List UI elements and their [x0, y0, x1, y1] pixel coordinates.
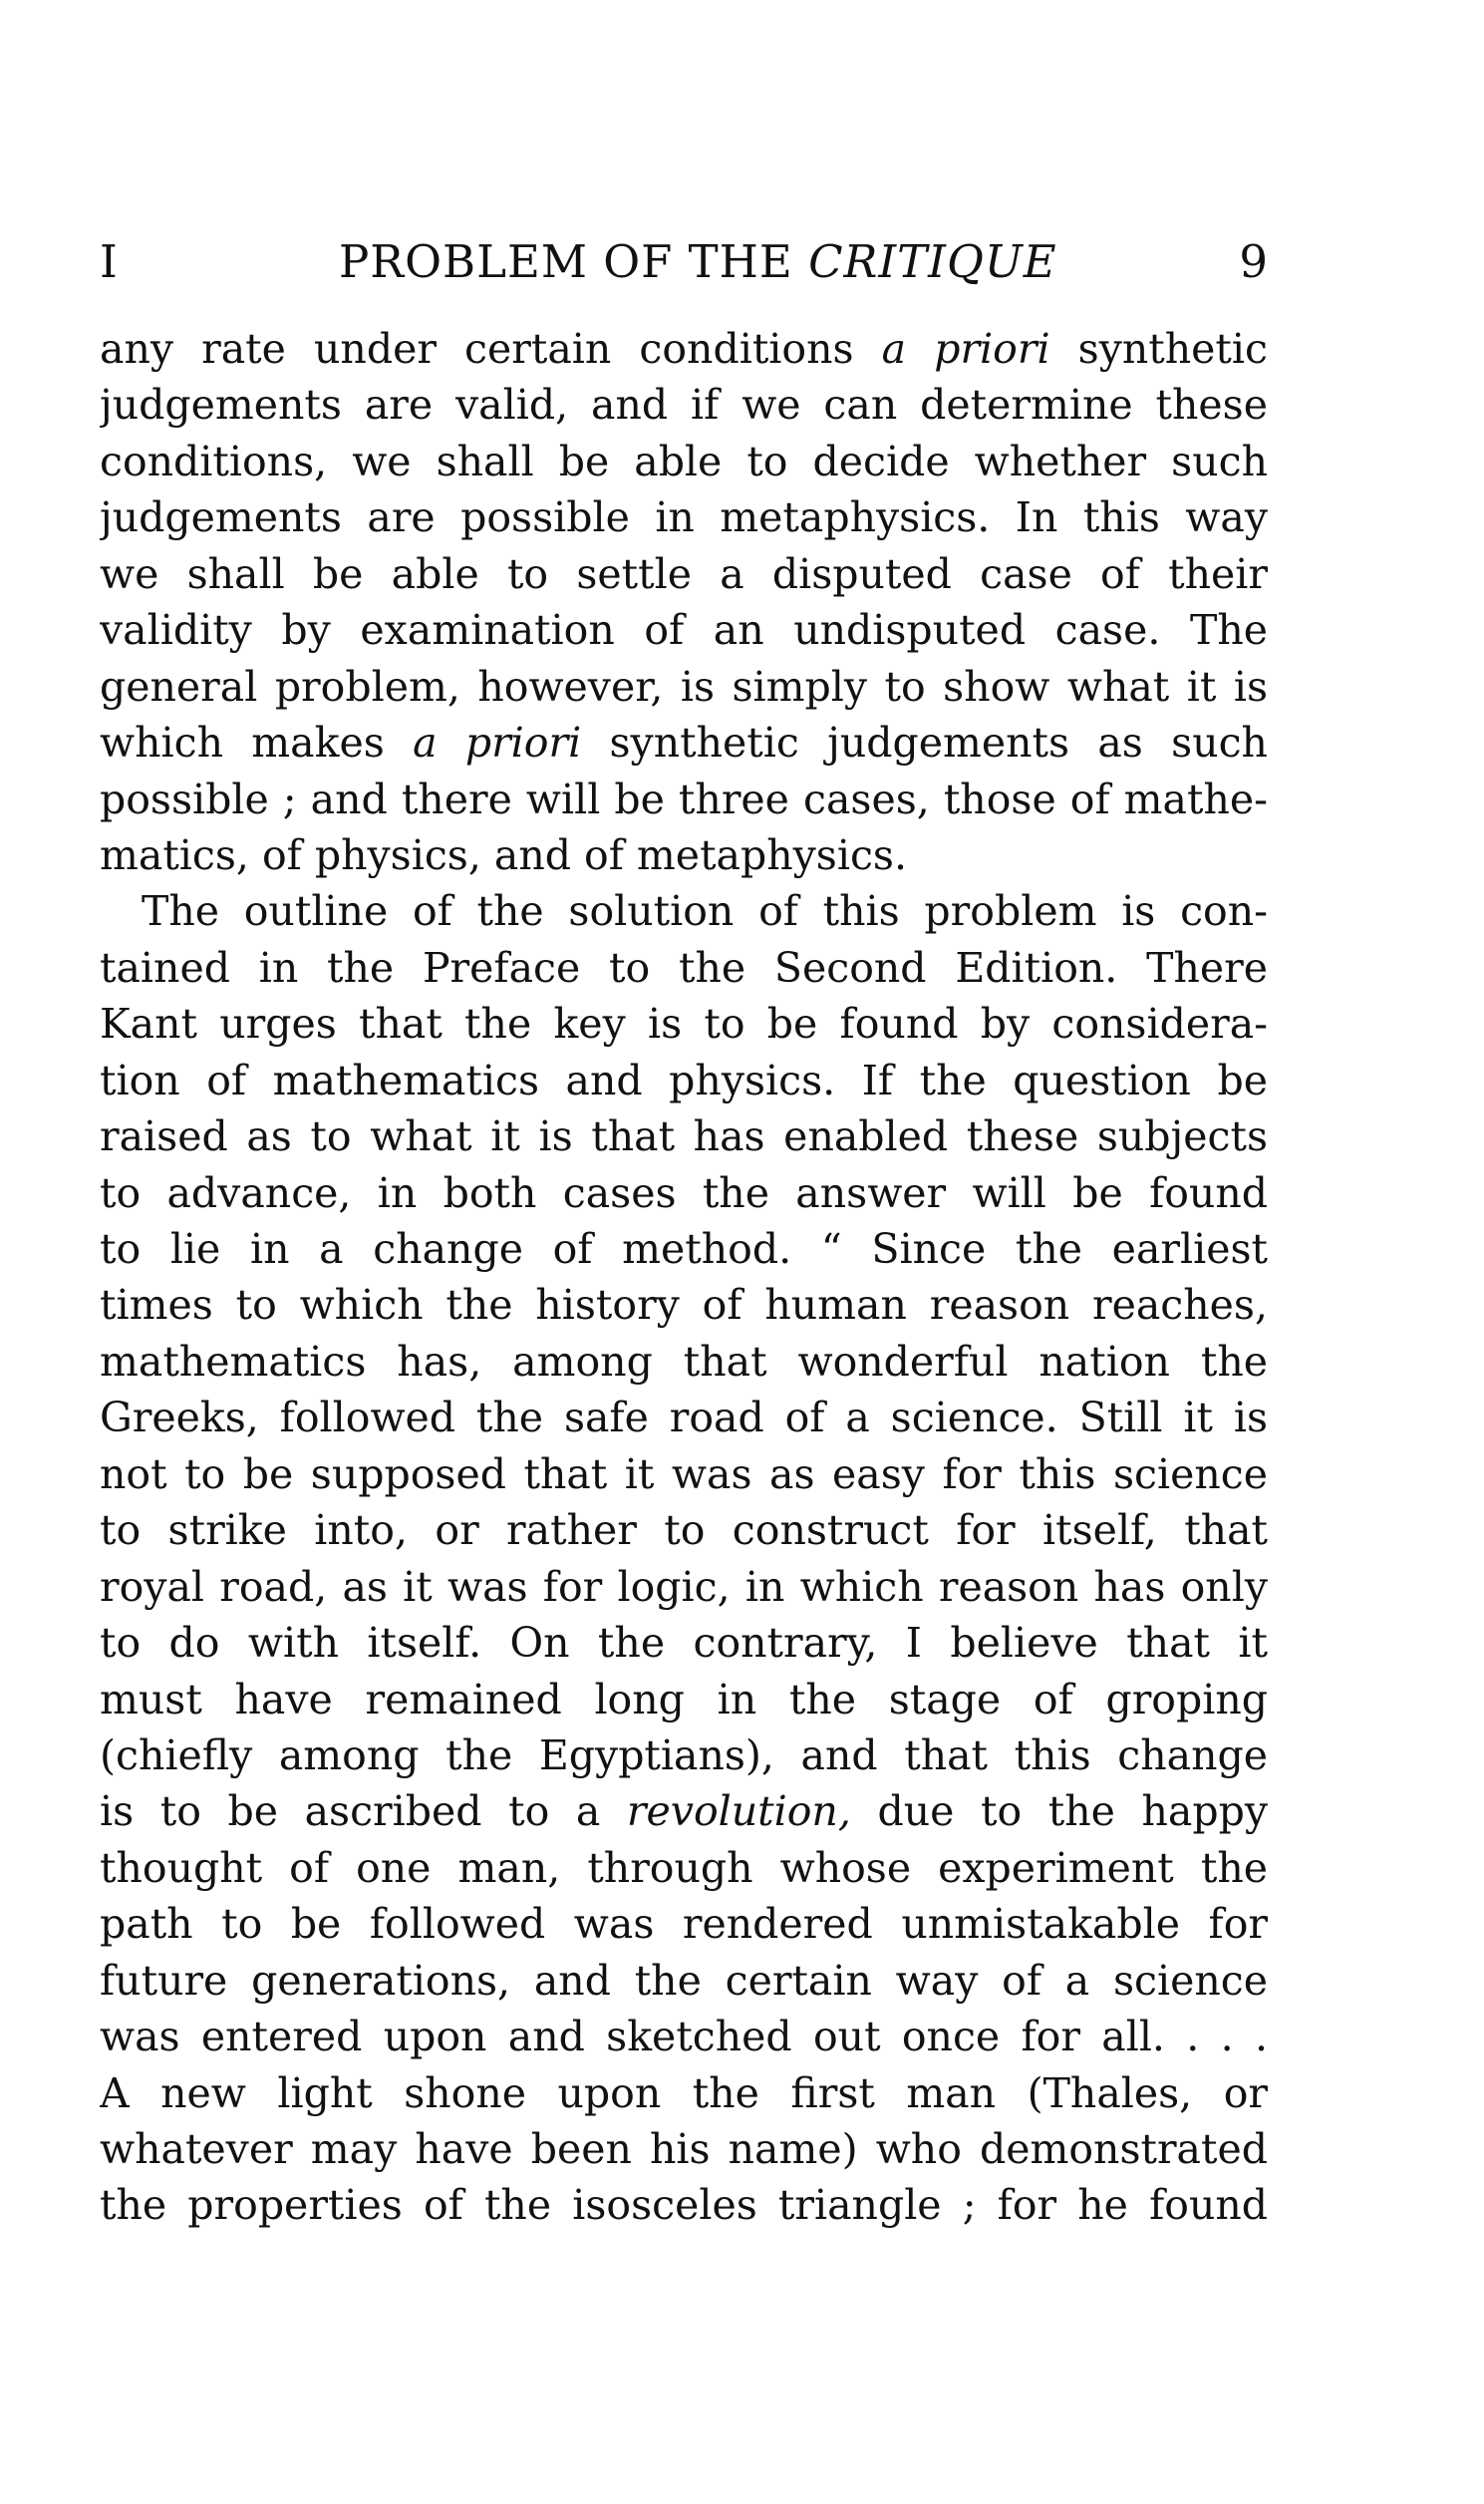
text-segment: raised as to what it is that has enabled these subjects [100, 1112, 1268, 1161]
text-line [100, 1277, 1268, 1333]
page-number: 9 [1239, 235, 1268, 288]
text-segment: which makes [100, 719, 414, 768]
text-line [100, 715, 1268, 771]
text-segment: to advance, in both cases the answer will be found [100, 1168, 1268, 1217]
text-segment: Kant urges that the key is to be found by considera- [100, 1000, 1268, 1049]
text-line [100, 1053, 1268, 1108]
text-segment: validity by examination of an undisputed case. The [100, 606, 1268, 655]
text-line [100, 2009, 1268, 2064]
text-segment: possible ; and there will be three cases, those of mathe- [100, 775, 1268, 823]
text-line [100, 2121, 1268, 2177]
text-line [100, 1334, 1268, 1390]
text-line [100, 1221, 1268, 1277]
text-line [100, 2177, 1268, 2233]
text-line [100, 1727, 1268, 1783]
text-segment: mathematics has, among that wonderful nation the [100, 1337, 1268, 1386]
text-segment: future generations, and the certain way of a science [100, 1956, 1268, 2005]
text-segment: judgements are possible in metaphysics. In this way [100, 493, 1268, 542]
text-line [100, 1672, 1268, 1727]
body-text [100, 321, 1268, 2234]
text-segment: to lie in a change of method. “ Since the earliest [100, 1225, 1268, 1273]
text-line [100, 434, 1268, 489]
text-line [100, 940, 1268, 996]
text-segment: synthetic judgements as such [581, 719, 1268, 768]
text-segment: path to be followed was rendered unmistakable for [100, 1900, 1268, 1949]
text-segment: tained in the Preface to the Second Edition. There [100, 943, 1268, 992]
text-line [100, 1615, 1268, 1671]
text-line [100, 1896, 1268, 1952]
text-segment: to do with itself. On the contrary, I believe that it [100, 1619, 1268, 1668]
text-segment: whatever may have been his name) who demonstrated [100, 2125, 1268, 2173]
text-segment: royal road, as it was for logic, in which reason has only [100, 1562, 1268, 1611]
text-segment: general problem, however, is simply to show what it is [100, 662, 1268, 711]
text-segment: (chiefly among the Egyptians), and that this change [100, 1730, 1268, 1779]
text-line [100, 1840, 1268, 1896]
text-segment: is to be ascribed to a [100, 1787, 627, 1836]
italic-text: revolution, [626, 1787, 851, 1836]
running-title [339, 227, 1057, 297]
text-segment: the properties of the isosceles triangle ; for he found [100, 2181, 1268, 2230]
text-segment: due to the happy [850, 1787, 1268, 1836]
text-line [100, 772, 1268, 827]
text-line [100, 827, 1268, 883]
text-line [100, 377, 1268, 433]
text-line [100, 1953, 1268, 2009]
text-segment: conditions, we shall be able to decide whether such [100, 437, 1268, 485]
text-line [100, 1108, 1268, 1164]
chapter-number: I [100, 235, 120, 288]
text-line [100, 1446, 1268, 1502]
running-head [100, 227, 1296, 297]
text-line [100, 1559, 1268, 1615]
italic-text: a priori [413, 719, 582, 768]
text-segment: tion of mathematics and physics. If the question be [100, 1056, 1268, 1104]
text-line [100, 996, 1268, 1052]
text-segment: must have remained long in the stage of groping [100, 1675, 1268, 1723]
text-segment: not to be supposed that it was as easy for this science [100, 1449, 1268, 1498]
text-segment: synthetic [1049, 325, 1268, 373]
text-segment: The outline of the solution of this problem is con- [142, 887, 1268, 936]
text-segment: judgements are valid, and if we can determine these [100, 381, 1268, 430]
running-title-text: PROBLEM OF THE [339, 235, 809, 288]
text-line [100, 602, 1268, 658]
text-line [100, 883, 1268, 939]
text-line [100, 1165, 1268, 1221]
text-line [100, 2065, 1268, 2121]
text-segment: was entered upon and sketched out once for all. . . . [100, 2013, 1268, 2061]
text-segment: times to which the history of human reason reaches, [100, 1281, 1268, 1330]
text-line [100, 489, 1268, 545]
text-line [100, 659, 1268, 715]
text-line [100, 546, 1268, 602]
text-segment: A new light shone upon the first man (Thales, or [100, 2068, 1268, 2117]
text-line [100, 1502, 1268, 1558]
text-segment: any rate under certain conditions [100, 325, 882, 373]
text-segment: matics, of physics, and of metaphysics. [100, 830, 907, 879]
text-line [100, 1783, 1268, 1839]
text-line [100, 1390, 1268, 1445]
text-segment: to strike into, or rather to construct for itself, that [100, 1506, 1268, 1555]
italic-text: a priori [881, 325, 1050, 373]
text-segment: we shall be able to settle a disputed case of their [100, 549, 1268, 598]
running-title-italic: CRITIQUE [808, 235, 1057, 288]
text-line [100, 321, 1268, 377]
text-segment: Greeks, followed the safe road of a science. Still it is [100, 1394, 1268, 1442]
text-segment: thought of one man, through whose experiment the [100, 1843, 1268, 1892]
